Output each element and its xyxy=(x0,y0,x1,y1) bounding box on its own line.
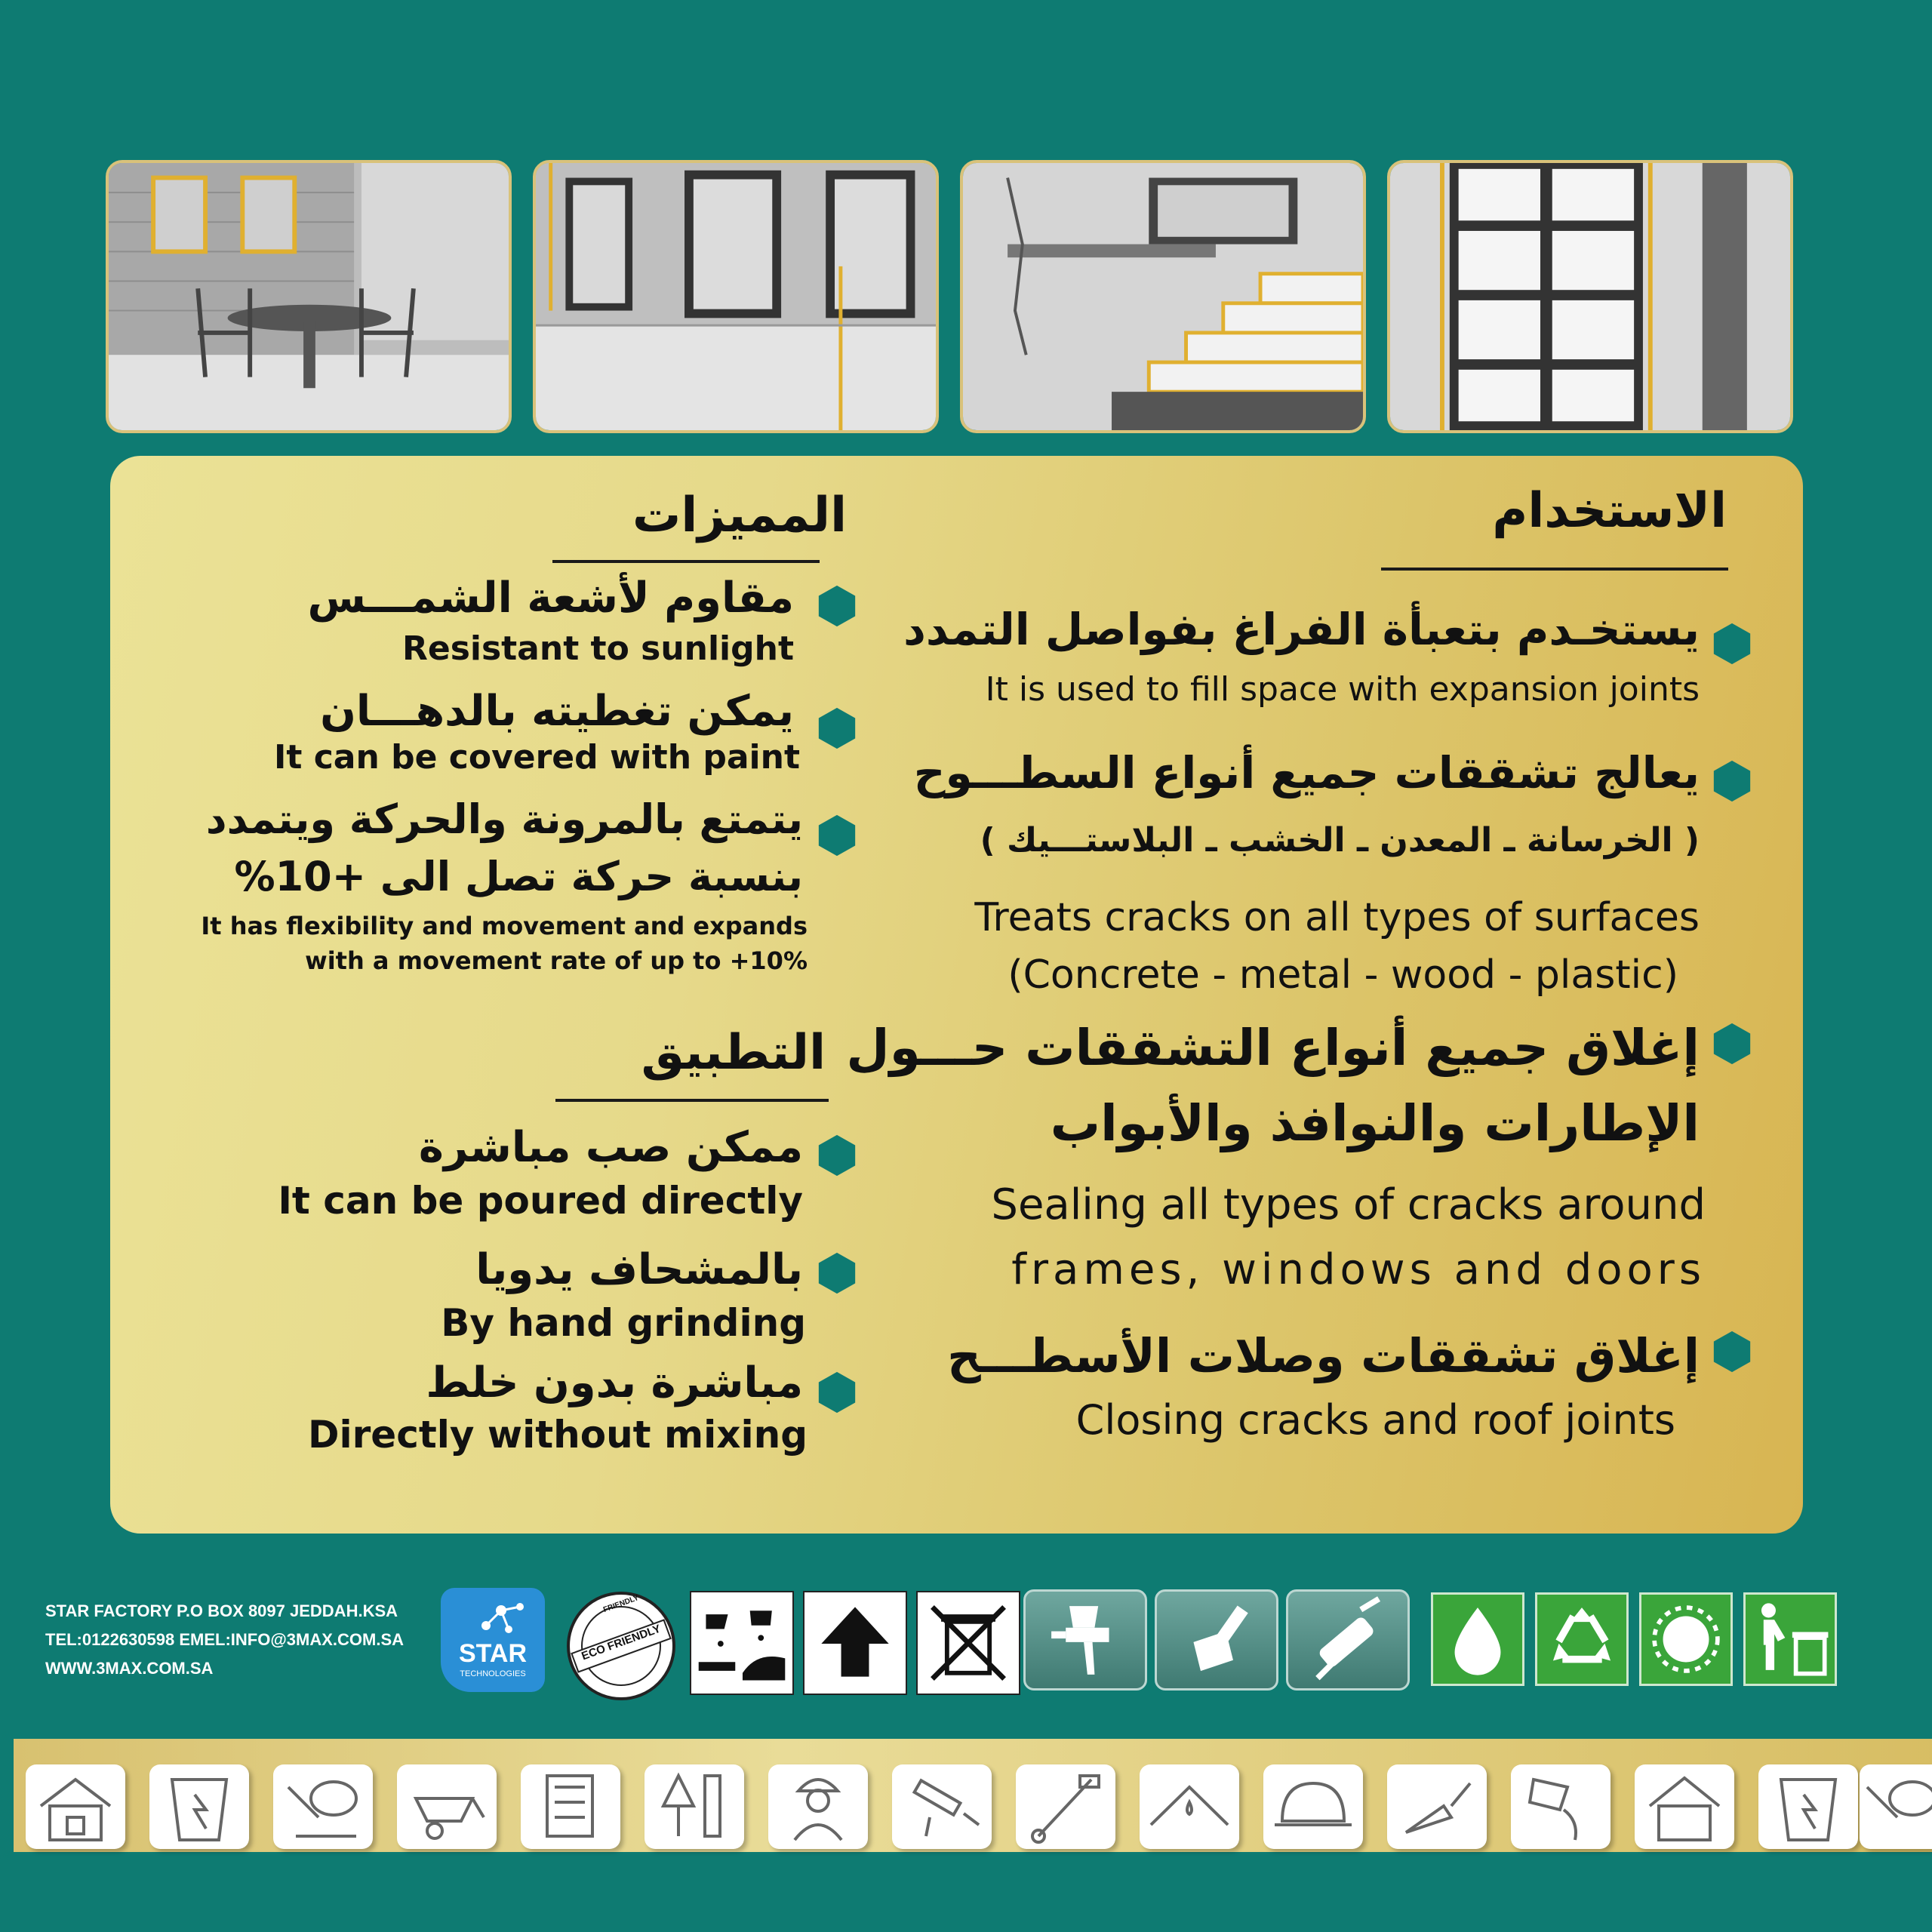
hex-bullet-icon xyxy=(815,584,859,628)
hex-bullet-icon xyxy=(1710,622,1754,666)
cement-mixer-icon xyxy=(1860,1764,1932,1849)
sun-box xyxy=(1639,1592,1733,1686)
dispose-in-bin-icon xyxy=(1746,1595,1835,1684)
features-item-3-en2: with a movement rate of up to +10% xyxy=(305,946,808,975)
usage-heading: الاستخدام xyxy=(1492,483,1727,539)
application-item-3-ar: مباشرة بدون خلط xyxy=(426,1358,803,1407)
features-item-1-ar: مقاوم لأشعة الشمـــس xyxy=(307,574,794,623)
this-way-up-box xyxy=(803,1591,907,1695)
cement-mixer-icon xyxy=(273,1764,373,1849)
features-item-3-ar: يتمتع بالمرونة والحركة ويتمدد xyxy=(205,795,803,843)
house-outline-icon xyxy=(1635,1764,1734,1849)
strip-cement-mixer xyxy=(273,1764,373,1849)
application-underline xyxy=(555,1099,829,1102)
sun-icon xyxy=(1641,1595,1730,1684)
hex-bullet-icon xyxy=(815,1371,859,1414)
application-item-2-en: By hand grinding xyxy=(441,1301,806,1345)
usage-item-4-ar: إغلاق تشققات وصلات الأسطـــح xyxy=(947,1328,1700,1383)
strip-trowel xyxy=(1387,1764,1487,1849)
application-item-2-ar: بالمشحاف يدويا xyxy=(475,1245,803,1294)
strip-wheelbarrow xyxy=(397,1764,497,1849)
features-item-1-en: Resistant to sunlight xyxy=(401,629,794,668)
paint-roller-box xyxy=(1286,1589,1410,1690)
paint-bucket-icon xyxy=(149,1764,249,1849)
paint-brush-box xyxy=(1155,1589,1278,1690)
house-paint-icon xyxy=(26,1764,125,1849)
strip-paint-bucket xyxy=(149,1764,249,1849)
photo-window-joints xyxy=(533,160,939,433)
application-item-1-ar: ممكن صب مباشرة xyxy=(418,1123,803,1172)
hard-hat-icon xyxy=(1263,1764,1363,1849)
footer-contact: TEL:0122630598 EMEL:INFO@3MAX.COM.SA xyxy=(45,1630,405,1649)
usage-item-3-ar: إغلاق جميع أنواع التشققات حـــول xyxy=(846,1019,1700,1077)
application-heading: التطبيق xyxy=(641,1025,826,1081)
strip-cement-mixer-2 xyxy=(1860,1764,1932,1849)
star-logo-text: STAR xyxy=(458,1639,528,1668)
hex-bullet-icon xyxy=(815,706,859,750)
hex-bullet-icon xyxy=(1710,759,1754,803)
eco-badge-text: ECO FRIENDLY xyxy=(580,1622,663,1663)
eco-friendly-badge xyxy=(565,1589,678,1703)
no-trash-box xyxy=(916,1591,1020,1695)
pouring-bucket-icon xyxy=(1511,1764,1611,1849)
this-way-up-icon xyxy=(804,1592,906,1694)
usage-item-2-en2: (Concrete - metal - wood - plastic) xyxy=(1008,952,1678,998)
application-item-1-en: It can be poured directly xyxy=(278,1179,803,1223)
strip-paint-bucket-2 xyxy=(1758,1764,1858,1849)
usage-item-3-en2: frames, windows and doors xyxy=(1011,1245,1706,1294)
usage-item-2-ar2: ( الخرسانة ـ المعدن ـ الخشب ـ البلاستـــيك ) xyxy=(980,821,1700,860)
strip-hard-hat xyxy=(1263,1764,1363,1849)
photo-stairs xyxy=(960,160,1366,433)
mixer-drill-icon xyxy=(1016,1764,1115,1849)
water-drop-icon xyxy=(1433,1595,1522,1684)
usage-item-2-ar: يعالج تشققات جميع أنواع السطـــوح xyxy=(913,747,1700,798)
trowel-tools-icon xyxy=(645,1764,744,1849)
footer-website: WWW.3MAX.COM.SA xyxy=(45,1659,214,1678)
features-item-3-en: It has flexibility and movement and expands xyxy=(201,912,808,940)
no-trash-bin-icon xyxy=(918,1592,1019,1694)
strip-house-paint xyxy=(26,1764,125,1849)
usage-underline xyxy=(1381,568,1728,571)
molecule-icon xyxy=(471,1595,531,1641)
dispose-bin-box xyxy=(1743,1592,1837,1686)
worker-icon xyxy=(768,1764,868,1849)
caulking-gun-icon xyxy=(892,1764,992,1849)
recycle-icon xyxy=(1537,1595,1626,1684)
corrosive-icon xyxy=(691,1592,792,1694)
recycle-box xyxy=(1535,1592,1629,1686)
hex-bullet-icon xyxy=(815,814,859,857)
photo-patio xyxy=(106,160,512,433)
eco-badge-ring: FRIENDLY xyxy=(602,1593,640,1615)
strip-mixer-drill xyxy=(1016,1764,1115,1849)
application-item-3-en: Directly without mixing xyxy=(308,1413,808,1457)
hex-bullet-icon xyxy=(815,1251,859,1295)
water-drop-box xyxy=(1431,1592,1524,1686)
footer-address: STAR FACTORY P.O BOX 8097 JEDDAH.KSA xyxy=(45,1601,398,1620)
corrosive-box xyxy=(690,1591,794,1695)
hex-bullet-icon xyxy=(815,1134,859,1177)
roof-leak-icon xyxy=(1140,1764,1239,1849)
features-item-2-ar: يمكن تغطيته بالدهـــان xyxy=(320,687,794,736)
usage-item-1-ar: يستخـدم بتعبأة الفراغ بفواصل التمدد xyxy=(903,604,1700,655)
strip-house-outline xyxy=(1635,1764,1734,1849)
star-logo-sub: TECHNOLOGIES xyxy=(460,1669,526,1678)
paint-brush-icon xyxy=(1157,1592,1276,1688)
paint-bucket-icon xyxy=(1758,1764,1858,1849)
features-underline xyxy=(552,560,820,563)
wheelbarrow-icon xyxy=(397,1764,497,1849)
usage-item-1-en: It is used to fill space with expansion joints xyxy=(985,670,1700,709)
hex-bullet-icon xyxy=(1710,1330,1754,1374)
trowel-icon xyxy=(1387,1764,1487,1849)
features-item-3-ar2: بنسبة حركة تصل الى +10% xyxy=(234,853,803,900)
strip-pouring-bucket xyxy=(1511,1764,1611,1849)
usage-item-4-en: Closing cracks and roof joints xyxy=(1075,1396,1675,1444)
spray-gun-icon xyxy=(1026,1592,1145,1688)
usage-item-3-ar2: الإطارات والنوافذ والأبواب xyxy=(1050,1094,1700,1152)
strip-wallpaper xyxy=(521,1764,620,1849)
usage-item-3-en: Sealing all types of cracks around xyxy=(991,1180,1706,1229)
wallpaper-roll-icon xyxy=(521,1764,620,1849)
strip-roof-leak xyxy=(1140,1764,1239,1849)
hex-bullet-icon xyxy=(1710,1022,1754,1066)
features-heading: المميزات xyxy=(632,488,847,543)
photo-tall-window xyxy=(1387,160,1793,433)
spray-gun-box xyxy=(1023,1589,1147,1690)
paint-roller-icon xyxy=(1288,1592,1407,1688)
strip-worker xyxy=(768,1764,868,1849)
star-logo xyxy=(441,1588,545,1692)
strip-trowel-tools xyxy=(645,1764,744,1849)
features-item-2-en: It can be covered with paint xyxy=(273,738,800,777)
usage-item-2-en: Treats cracks on all types of surfaces xyxy=(974,895,1700,940)
strip-caulking-gun xyxy=(892,1764,992,1849)
